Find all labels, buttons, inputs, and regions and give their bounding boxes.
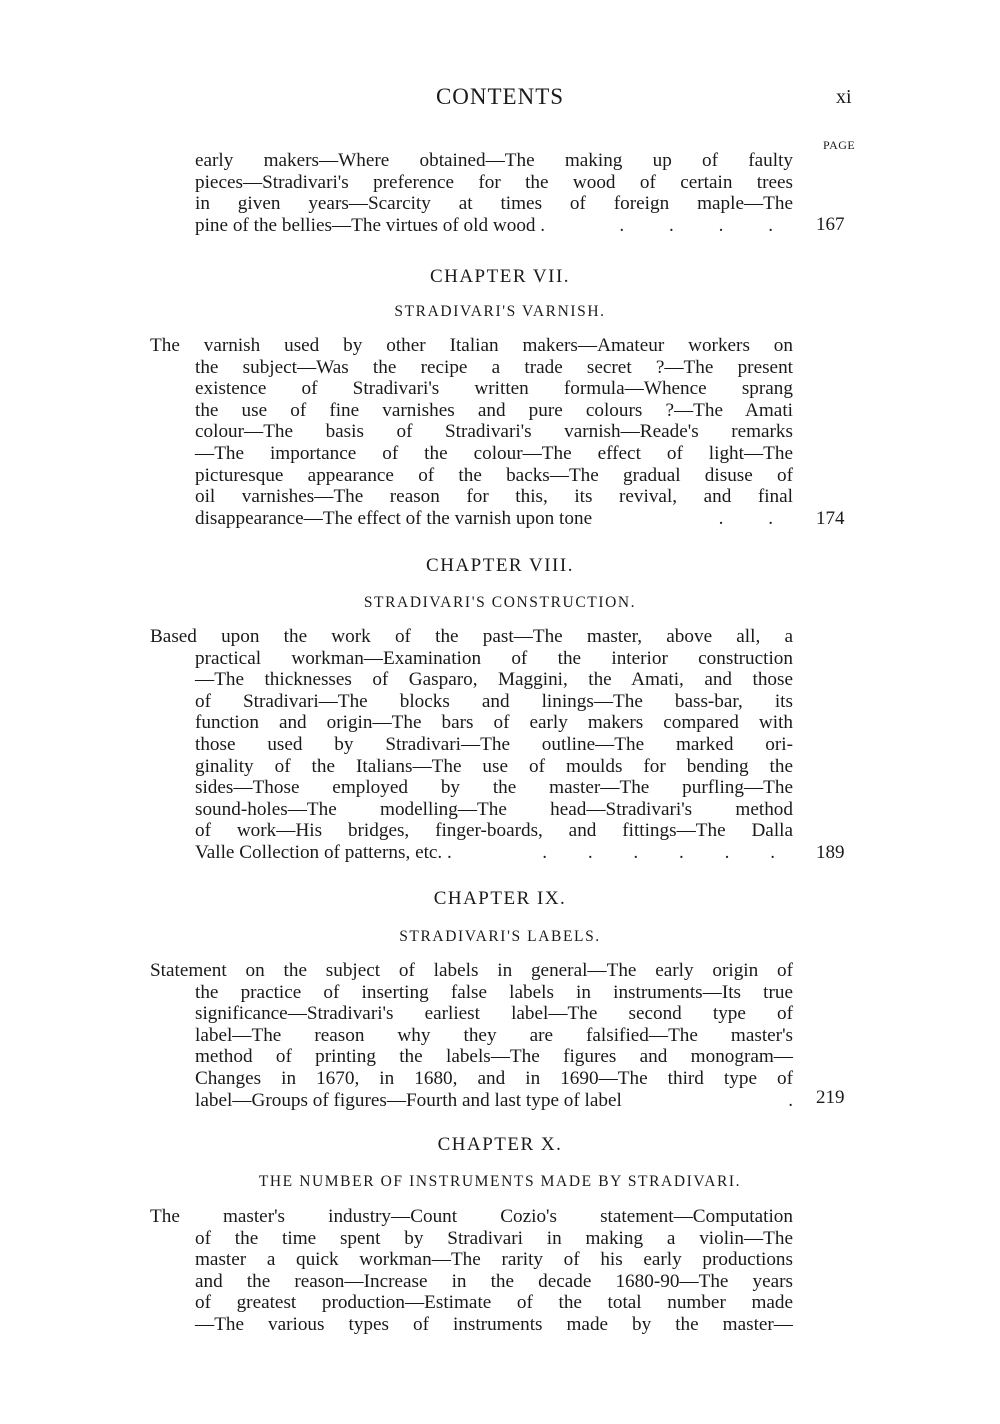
entry-line: label—Groups of figures—Fourth and last type of label [195, 1089, 622, 1111]
entry-line: practical workman—Examination of the interior construction [195, 647, 793, 669]
entry-line: Valle Collection of patterns, etc. . [195, 841, 452, 863]
entry-page-number: 219 [816, 1087, 845, 1108]
entry-line: Changes in 1670, in 1680, and in 1690—The third type of [195, 1067, 793, 1089]
entry-line: colour—The basis of Stradivari's varnish—Reade's remarks [195, 421, 793, 443]
entry-line: ginality of the Italians—The use of moulds for bending the [195, 755, 793, 777]
entry-line: The varnish used by other Italian makers—Amateur workers on [150, 335, 793, 356]
page-number: xi [836, 86, 852, 108]
entry-line: The master's industry—Count Cozio's statement—Computation [150, 1206, 793, 1227]
chapter-heading: CHAPTER X. [437, 1134, 563, 1155]
entry-line: pieces—Stradivari's preference for the wood of certain trees [195, 171, 793, 193]
running-title: CONTENTS [435, 84, 565, 109]
entry-line: —The importance of the colour—The effect of light—The [195, 442, 793, 464]
entry-line: in given years—Scarcity at times of foreign maple—The [195, 193, 793, 215]
entry-line: oil varnishes—The reason for this, its revival, and final [195, 486, 793, 508]
entry-line: the subject—Was the recipe a trade secret ?—The present [195, 356, 793, 378]
entry-line: and the reason—Increase in the decade 1680-90—The years [195, 1270, 793, 1292]
chapter-subtitle: STRADIVARI'S VARNISH. [394, 303, 606, 320]
entry-line: Statement on the subject of labels in general—The early origin of [150, 960, 793, 981]
entry-line: Based upon the work of the past—The master, above all, a [150, 626, 793, 647]
entry-line: picturesque appearance of the backs—The gradual disuse of [195, 464, 793, 486]
entry-line: method of printing the labels—The figures and monogram— [195, 1046, 793, 1068]
entry-line: sides—Those employed by the master—The purfling—The [195, 777, 793, 799]
contents-entry-chapter-6 [195, 150, 793, 236]
entry-page-number: 174 [816, 508, 845, 529]
entry-line: those used by Stradivari—The outline—The marked ori- [195, 733, 793, 755]
entry-last-line [150, 842, 793, 864]
entry-line: significance—Stradivari's earliest label—The second type of [195, 1003, 793, 1025]
entry-line: the practice of inserting false labels in instruments—Its true [195, 981, 793, 1003]
entry-line: the use of fine varnishes and pure colours ?—The Amati [195, 399, 793, 421]
entry-last-line [150, 1090, 793, 1112]
chapter-subtitle: STRADIVARI'S LABELS. [399, 928, 601, 945]
entry-line: of Stradivari—The blocks and linings—The bass-bar, its [195, 690, 793, 712]
entry-line: pine of the bellies—The virtues of old wood . [195, 214, 546, 236]
entry-last-line [150, 508, 793, 530]
chapter-subtitle: STRADIVARI'S CONSTRUCTION. [363, 594, 637, 611]
entry-line: disappearance—The effect of the varnish upon tone [195, 507, 593, 529]
entry-last-line [195, 215, 793, 237]
chapter-heading: CHAPTER VII. [429, 266, 571, 287]
page-column-label: PAGE [823, 138, 856, 152]
chapter-heading: CHAPTER IX. [433, 888, 567, 909]
contents-entry-chapter-7 [150, 335, 793, 529]
entry-page-number: 189 [816, 842, 845, 863]
entry-line: label—The reason why they are falsified—The master's [195, 1024, 793, 1046]
entry-page-number: 167 [816, 214, 845, 235]
contents-entry-chapter-8 [150, 626, 793, 864]
entry-line: of the time spent by Stradivari in making a violin—The [195, 1227, 793, 1249]
entry-line: existence of Stradivari's written formula—Whence sprang [195, 378, 793, 400]
chapter-heading: CHAPTER VIII. [426, 555, 574, 576]
entry-line: master a quick workman—The rarity of his early productions [195, 1249, 793, 1271]
entry-line: early makers—Where obtained—The making up of faulty [195, 150, 793, 171]
leader-dots: . . [718, 507, 793, 529]
entry-line: of greatest production—Estimate of the total number made [195, 1292, 793, 1314]
entry-line: of work—His bridges, finger-boards, and fittings—The Dalla [195, 820, 793, 842]
chapter-subtitle: THE NUMBER OF INSTRUMENTS MADE BY STRADIVARI. [258, 1173, 742, 1190]
entry-line: function and origin—The bars of early makers compared with [195, 712, 793, 734]
entry-line: —The various types of instruments made by the master— [195, 1313, 793, 1335]
leader-dots: . . . . . . [542, 841, 793, 863]
contents-entry-chapter-9 [150, 960, 793, 1111]
contents-entry-chapter-10 [150, 1206, 793, 1336]
entry-line: sound-holes—The modelling—The head—Stradivari's method [195, 798, 793, 820]
leader-dots: . . . . [619, 214, 793, 236]
leader-dots: . [788, 1089, 793, 1111]
entry-line: —The thicknesses of Gasparo, Maggini, the Amati, and those [195, 669, 793, 691]
